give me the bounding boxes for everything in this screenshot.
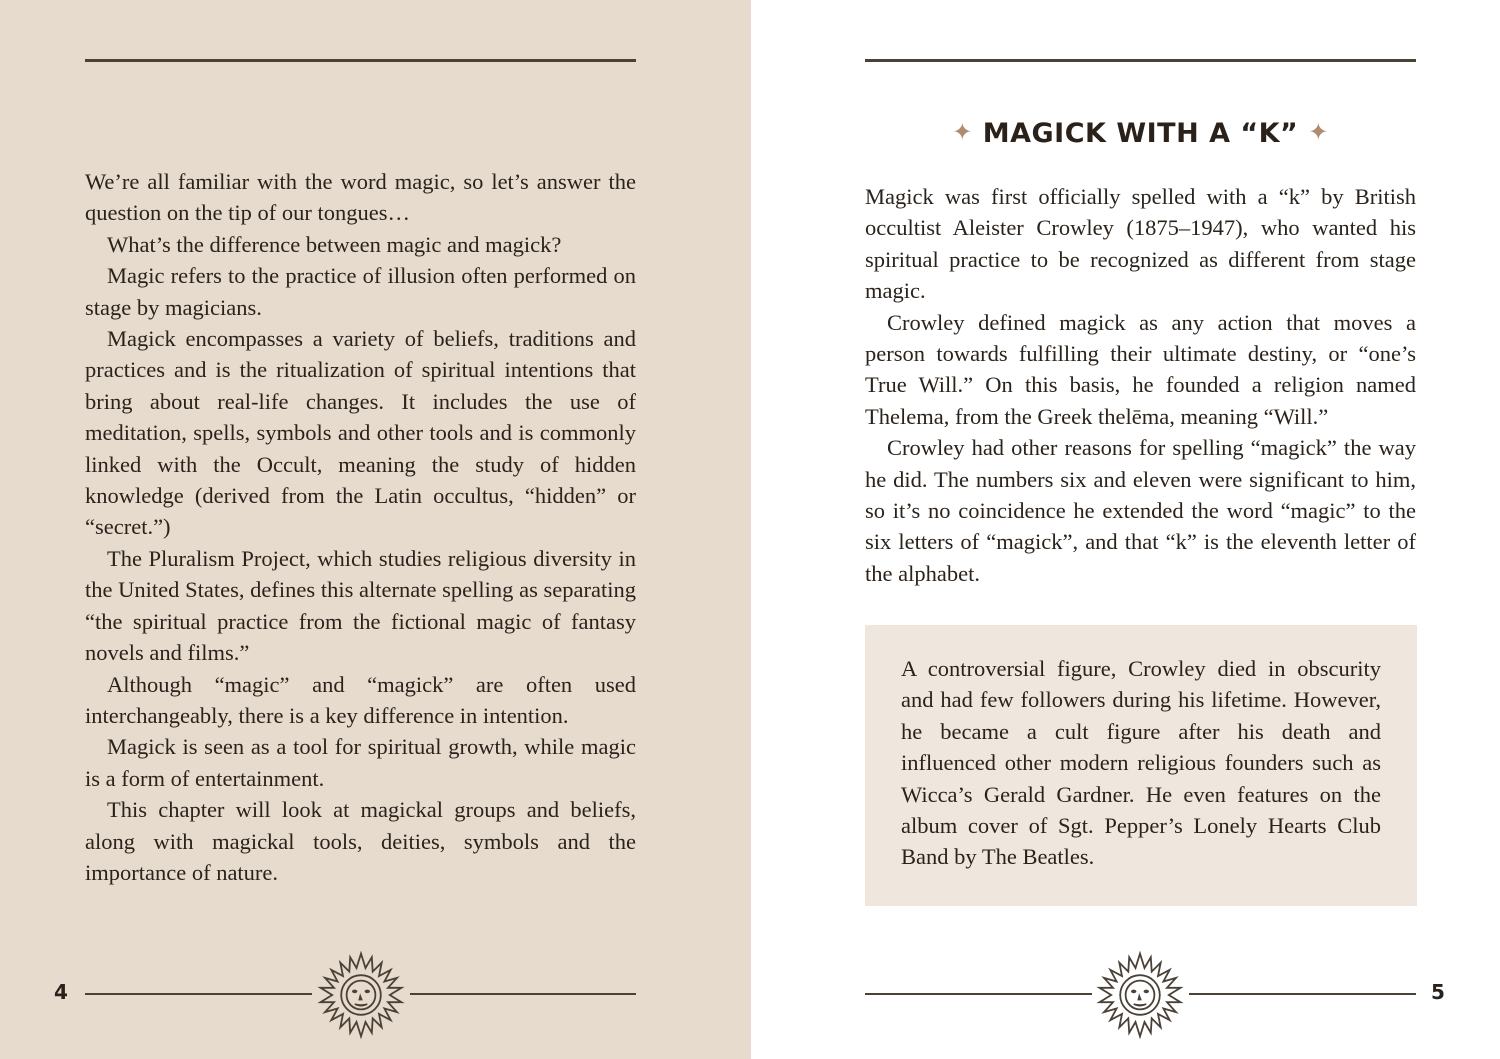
left-body-text bbox=[85, 166, 636, 888]
paragraph: What’s the difference between magic and magick? bbox=[107, 231, 562, 257]
paragraph: Magick encompasses a variety of beliefs, traditions and practices and is the ritualization of spiritual intentions that bring about real-life changes. It includes the use of meditation, spells, symbols and other tools and is commonly linked with the Occult, meaning the study of hidden knowledge (derived from the Latin occultus, “hidden” or “secret.”) bbox=[85, 326, 636, 540]
paragraph: The Pluralism Project, which studies religious diversity in the United States, defines this alternate spelling as separating “the spiritual practice from the fictional magic of fantasy novels and films.” bbox=[85, 545, 636, 666]
paragraph: Crowley defined magick as any action that moves a person towards fulfilling their ultimate destiny, or “one’s True Will.” On this basis, he founded a religion named Thelema, from the Greek thelēma, meaning “Will.” bbox=[865, 309, 1416, 429]
paragraph: Magick was first officially spelled with a “k” by British occultist Aleister Crowley (1875–1947), who wanted his spiritual practice to be recognized as different from stage magic. bbox=[865, 184, 1416, 304]
footer-rule-right bbox=[1189, 993, 1416, 995]
page-number: 4 bbox=[54, 980, 68, 1004]
footer-rule-right bbox=[410, 993, 636, 995]
heading-text: MAGICK WITH A “K” bbox=[982, 118, 1299, 149]
sun-face-icon bbox=[1095, 950, 1185, 1040]
footer-rule-left bbox=[865, 993, 1092, 995]
sun-face-icon bbox=[316, 950, 406, 1040]
paragraph: Magic refers to the practice of illusion often performed on stage by magicians. bbox=[85, 263, 636, 320]
paragraph: This chapter will look at magickal groups and beliefs, along with magickal tools, deities, symbols and the importance of nature. bbox=[85, 797, 636, 885]
sidebar-text: A controversial figure, Crowley died in obscurity and had few followers during his lifetime. However, he became a cult figure after his death and influenced other modern religious founders such as Wicca’s Gerald Gardner. He even features on the album cover of Sgt. Pepper’s Lonely Hearts Club Band by The Beatles. bbox=[901, 656, 1381, 870]
paragraph: Although “magic” and “magick” are often used interchangeably, there is a key difference in intention. bbox=[85, 671, 636, 728]
page-number: 5 bbox=[1431, 980, 1445, 1004]
top-rule bbox=[85, 59, 636, 62]
star-ornament-icon: ✦ bbox=[952, 118, 973, 146]
right-body-text bbox=[865, 181, 1416, 589]
sidebar-box bbox=[865, 625, 1417, 906]
section-heading bbox=[865, 118, 1416, 149]
paragraph: We’re all familiar with the word magic, so let’s answer the question on the tip of our tongues… bbox=[85, 169, 636, 226]
paragraph: Magick is seen as a tool for spiritual growth, while magic is a form of entertainment. bbox=[85, 734, 636, 791]
top-rule bbox=[865, 59, 1416, 62]
right-page bbox=[751, 0, 1500, 1059]
footer-rule-left bbox=[85, 993, 312, 995]
paragraph: Crowley had other reasons for spelling “magick” the way he did. The numbers six and eleven were significant to him, so it’s no coincidence he extended the word “magic” to the six letters of “magick”, and that “k” is the eleventh letter of the alphabet. bbox=[865, 435, 1416, 586]
star-ornament-icon: ✦ bbox=[1308, 118, 1329, 146]
